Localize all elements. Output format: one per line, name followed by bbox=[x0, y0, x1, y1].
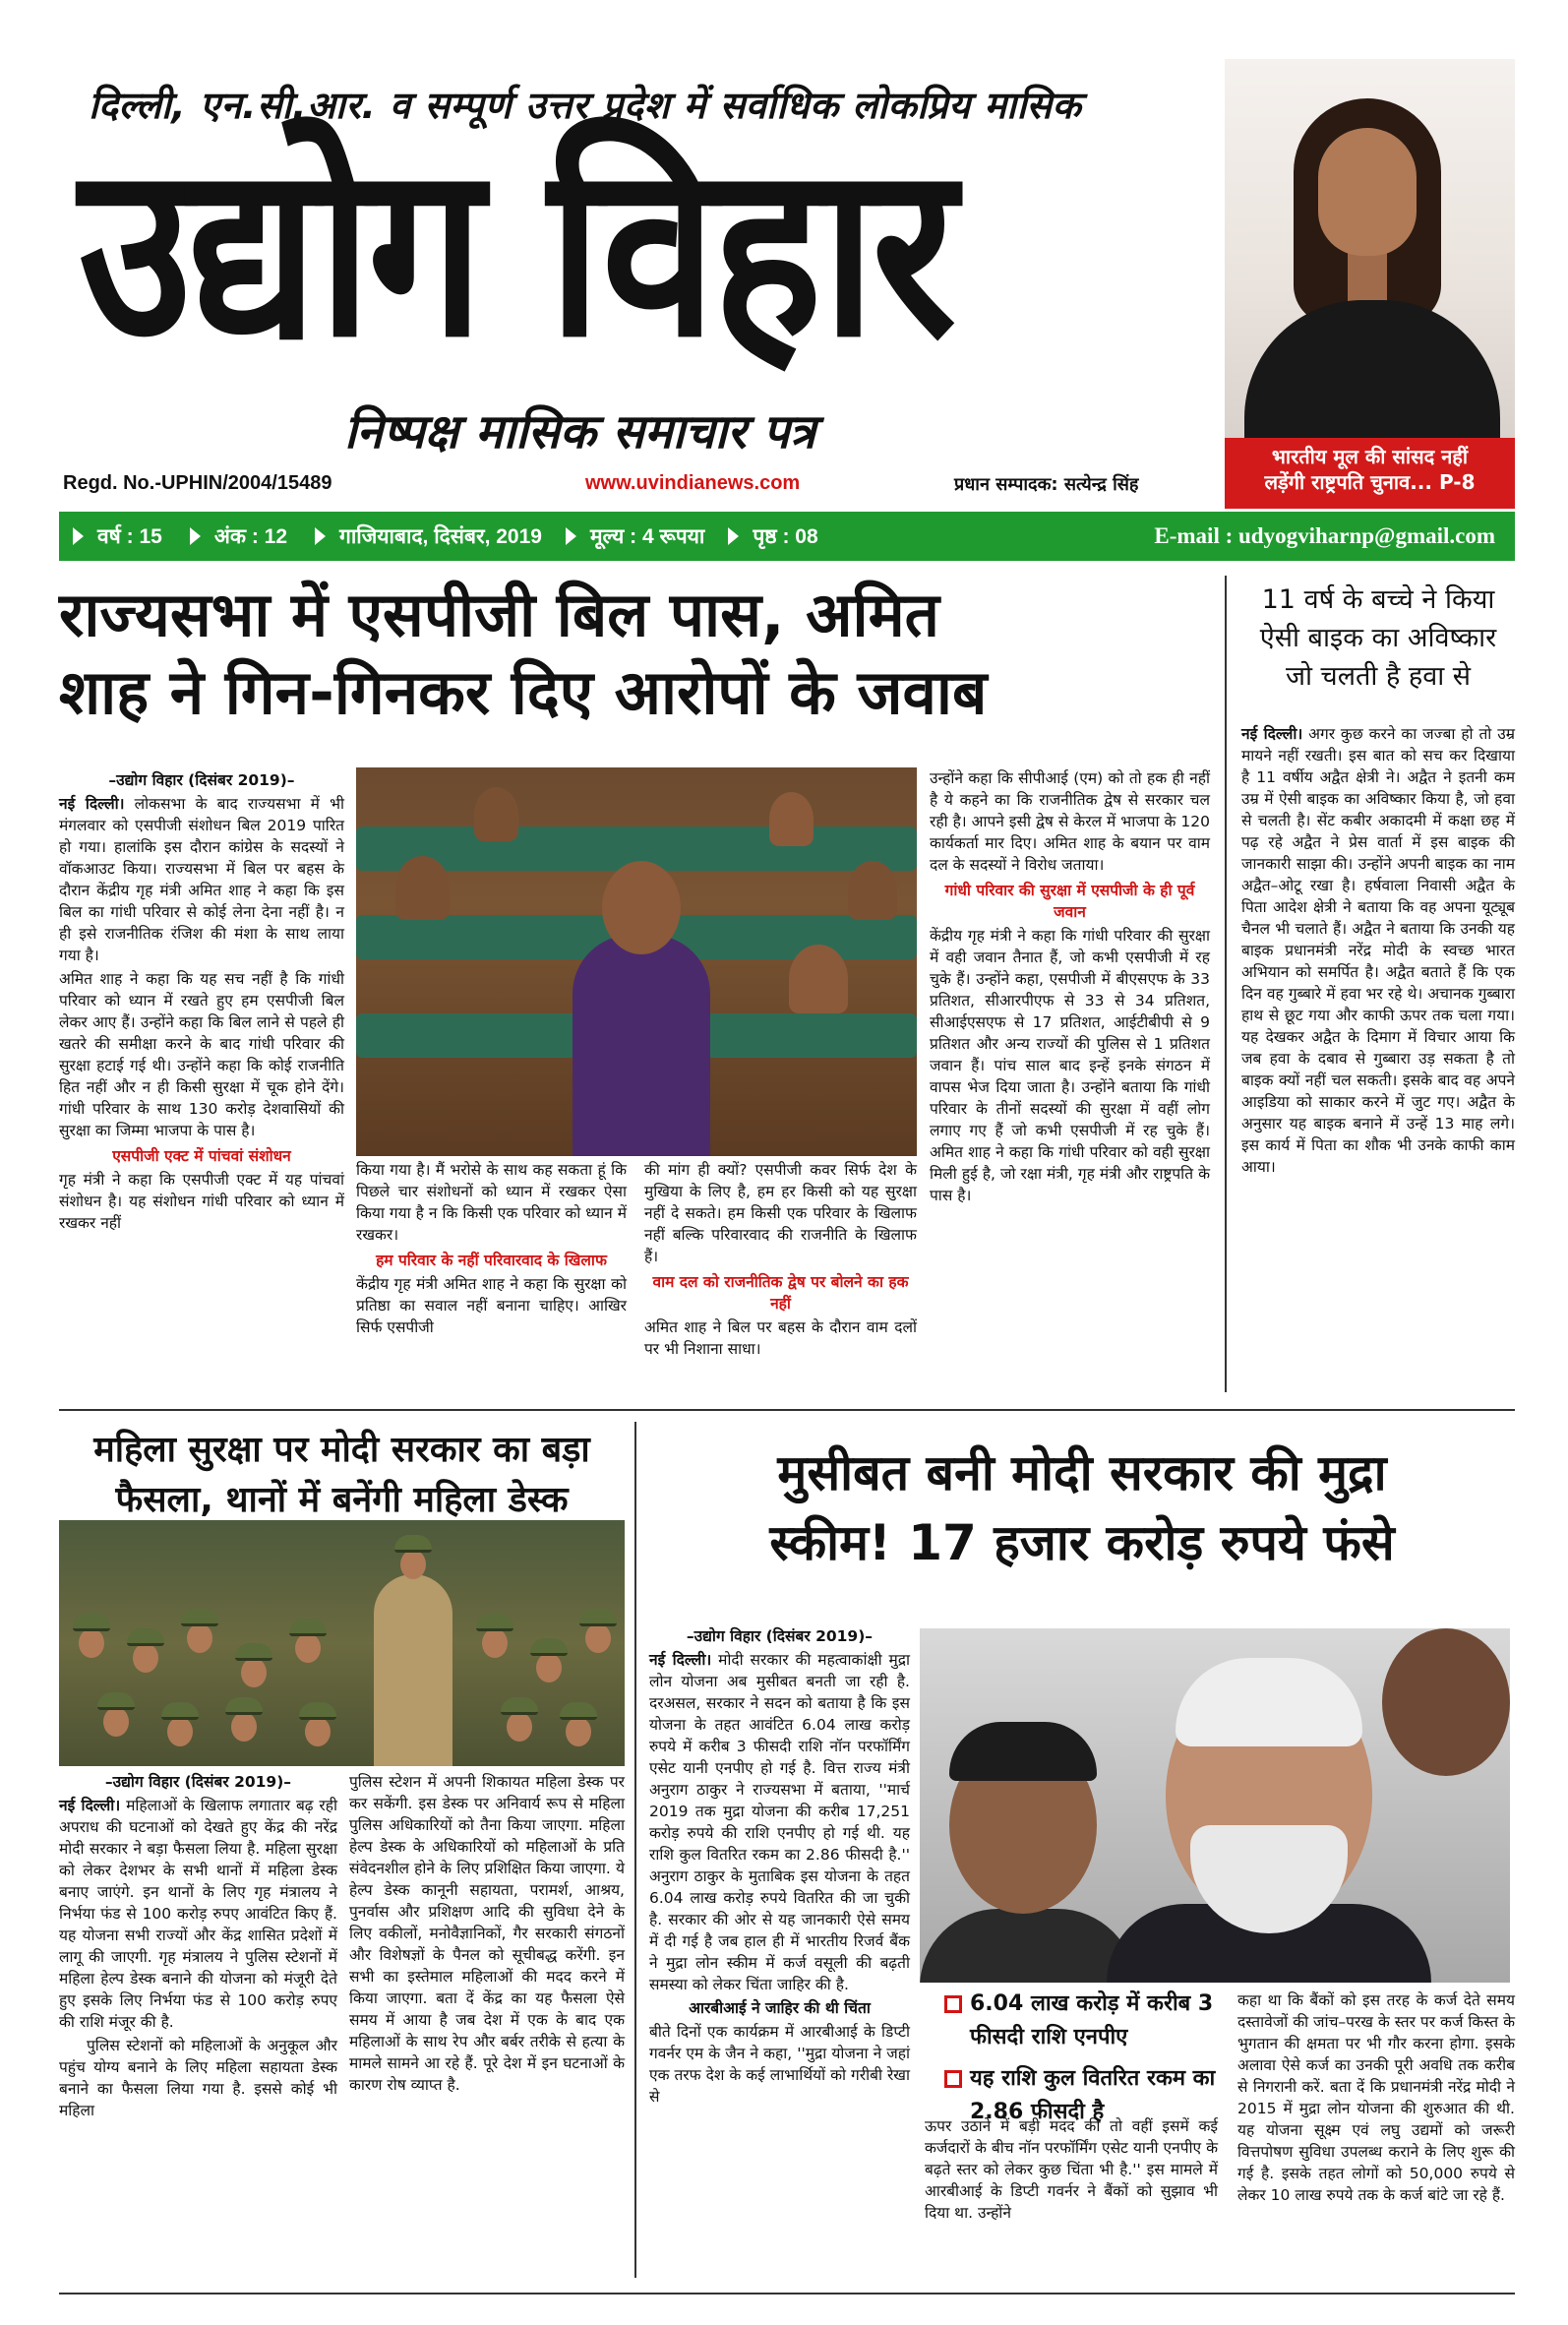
story2-column-2: पुलिस स्टेशन में अपनी शिकायत महिला डेस्क पर कर सकेंगी. इस डेस्क पर अनिवार्य रूप से महिला पुलिस अधिकारियों को तैना किया जाएगा. महिला हेल्प डेस्क के अधिकारियों को महिलाओं के प्रति संवेदनशील होने के लिए प्रशिक्षित किया जाएगा. ये हेल्प डेस्क कानूनी सहायता, परामर्श, आश्रय, पुनर्वास और प्रशिक्षण आदि की सुविधा देने के लिए वकीलों, मनोवैज्ञानिकों, गैर सरकारी संगठनों और विशेषज्ञों के पैनल को सूचीबद्ध करेंगी. इन सभी का इस्तेमाल महिलाओं की मदद करने में किया जाएगा. बता दें केंद्र का यह फैसला ऐसे समय में आया है जब देश में एक के बाद एक महिलाओं के साथ रेप और बर्बर तरीके से हत्या के मामले सामने आ रहे हैं. पूरे देश में इन घटनाओं के कारण रोष व्याप्त है. bbox=[349, 1773, 625, 2094]
story3-column-3: कहा था कि बैंकों को इस तरह के कर्ज देते समय दस्तावेजों की जांच–परख के स्तर पर कर्ज किस्त के भुगतान की क्षमता पर भी गौर करना होगा. इसके अलावा ऐसे कर्ज का उनकी पूरी अवधि तक करीब से निगरानी करें. बता दें कि प्रधानमंत्री नरेंद्र मोदी ने 2015 में मुद्रा लोन योजना की शुरुआत की थी. यह योजना सूक्ष्म एवं लघु उद्यमों को जरूरी वित्तपोषण सुविधा उपलब्ध कराने के लिए शुरू की गई है. इसके तहत लोगों को 50,000 रुपये से लेकर 10 लाख रुपये तक के कर्ज बांटे जा रहे हैं. bbox=[1237, 1991, 1515, 2204]
issue-year: वर्ष : 15 bbox=[73, 522, 162, 550]
checkbox-icon bbox=[944, 2070, 962, 2088]
politician-photo bbox=[1225, 59, 1515, 438]
contact-email[interactable]: E-mail : udyogviharnp@gmail.com bbox=[1154, 523, 1495, 548]
masthead-tagline: दिल्ली, एन.सी.आर. व सम्पूर्ण उत्तर प्रदेश में सर्वाधिक लोकप्रिय मासिक bbox=[89, 84, 1082, 127]
issue-number: अंक : 12 bbox=[190, 522, 287, 550]
checkbox-icon bbox=[944, 1995, 962, 2013]
arrow-icon bbox=[728, 527, 739, 545]
story1-column-4: उन्होंने कहा कि सीपीआई (एम) को तो हक ही नहीं है ये कहने का कि राजनीतिक द्वेष से सरकार चल रही है। आपने इसी द्वेष से केरल में भाजपा के 120 कार्यकर्ता मार दिए। अमित शाह के बयान पर वाम दल के सदस्यों ने विरोध जताया। गांधी परिवार की सुरक्षा में एसपीजी के ही पूर्व जवान केंद्रीय गृह मंत्री ने कहा कि गांधी परिवार की सुरक्षा में वही जवान तैनात हैं, जो कभी एसपीजी में रह चुके हैं। उन्होंने कहा, एसपीजी में बीएसएफ के 33 प्रतिशत, सीआरपीएफ से 33 से 34 प्रतिशत, सीआईएसएफ से 17 प्रतिशत, आईटीबीपी से 9 प्रतिशत और अन्य राज्यों की पुलिस से 1 प्रतिशत जवान हैं। पांच साल बाद इन्हें इनके संगठन में वापस भेज दिया जाता है। उन्होंने बताया कि गांधी परिवार के तीनों सदस्यों की सुरक्षा में वहीं लोग लगाए गए हैं जो कभी एसपीजी में रह चुके हैं। अमित शाह ने कहा कि गांधी परिवार को वही सुरक्षा मिली हुई है, जो रक्षा मंत्री, गृह मंत्री और राष्ट्रपति के पास है। bbox=[930, 769, 1210, 1204]
modi-photo bbox=[920, 1628, 1510, 1983]
issue-place-date: गाजियाबाद, दिसंबर, 2019 bbox=[315, 522, 542, 550]
arrow-icon bbox=[73, 527, 84, 545]
page-bottom-rule bbox=[59, 2293, 1515, 2294]
story2-headline[interactable]: महिला सुरक्षा पर मोदी सरकार का बड़ा फैसला, थानों में बनेंगी महिला डेस्क bbox=[93, 1430, 590, 1521]
newspaper-subtitle: निष्पक्ष मासिक समाचार पत्र bbox=[344, 404, 816, 459]
newspaper-title: उद्योग विहार bbox=[79, 112, 953, 391]
story3-column-2: ऊपर उठाने में बड़ी मदद की तो वहीं इसमें कई कर्जदारों के बीच नॉन परफॉर्मिंग एसेट यानी एनपीए के बढ़ते स्तर को लेकर कुछ चिंता भी है.'' इस मामले में आरबीआई के डिप्टी गवर्नर ने बैंकों को सुझाव भी दिया था. उन्होंने bbox=[925, 2117, 1218, 2222]
story3-column-1: –उद्योग विहार (दिसंबर 2019)– नई दिल्ली। मोदी सरकार की महत्वाकांक्षी मुद्रा लोन योजना अब मुसीबत बनती जा रही है. दरअसल, सरकार ने सदन को बताया है कि इस योजना के तहत आवंटित 6.04 लाख करोड़ रुपये में करीब 3 फीसदी राशि नॉन परफॉर्मिंग एसेट यानी एनपीए हो गई है. वित्त राज्य मंत्री अनुराग ठाकुर ने राज्यसभा में बताया, ''मार्च 2019 तक मुद्रा योजना की करीब 17,251 करोड़ रुपये की राशि एनपीए हो गई थी. यह राशि कुल वितरित रकम का 2.86 फीसदी है.'' अनुराग ठाकुर के मुताबिक इस योजना के तहत 6.04 लाख करोड़ रुपये वितरित की जा चुकी है. सरकार की ओर से यह जानकारी ऐसे समय में दी गई है जब हाल ही में भारतीय रिजर्व बैंक ने मुद्रा लोन स्कीम में कर्ज वसूली की बढ़ती समस्या को लेकर चिंता जाहिर की है. आरबीआई ने जाहिर की थी चिंता बीते दिनों एक कार्यक्रम में आरबीआई के डिप्टी गवर्नर एम के जैन ने कहा, ''मुद्रा योजना ने जहां एक तरफ देश के कई लाभार्थियों को गरीबी रेखा से bbox=[649, 1627, 910, 2106]
story1-column-3: की मांग ही क्यों? एसपीजी कवर सिर्फ देश के मुखिया के लिए है, हम हर किसी को यह सुरक्षा नहीं दे सकते। हम किसी एक परिवार के खिलाफ नहीं बल्कि परिवारवाद की राजनीति के खिलाफ हैं। वाम दल को राजनीतिक द्वेष पर बोलने का हक नहीं अमित शाह ने बिल पर बहस के दौरान वाम दलों पर भी निशाना साधा। bbox=[644, 1161, 917, 1358]
story1-column-2: किया गया है। मैं भरोसे के साथ कह सकता हूं कि पिछले चार संशोधनों को ध्यान में रखकर ऐसा किया गया है न कि किसी एक परिवार को ध्यान में रखकर। हम परिवार के नहीं परिवारवाद के खिलाफ केंद्रीय गृह मंत्री अमित शाह ने कहा कि सुरक्षा को प्रतिष्ठा का सवाल नहीं बनाना चाहिए। आखिर सिर्फ एसपीजी bbox=[356, 1161, 627, 1336]
story3-headline[interactable]: मुसीबत बनी मोदी सरकार की मुद्रा स्कीम! 17 हजार करोड़ रुपये फंसे bbox=[769, 1444, 1395, 1571]
story2-column-1: –उद्योग विहार (दिसंबर 2019)– नई दिल्ली। महिलाओं के खिलाफ लगातार बढ़ रही अपराध की घटनाओं को देखते हुए केंद्र की नरेंद्र मोदी सरकार ने बड़ा फैसला लिया है. महिला सुरक्षा को लेकर देशभर के सभी थानों में महिला डेस्क बनाए जाएंगे. इन थानों के लिए गृह मंत्रालय ने निर्भया फंड से 100 करोड़ रुपए आवंटित किए हैं. यह योजना सभी राज्यों और केंद्र शासित प्रदेशों में लागू की जाएगी. गृह मंत्रालय ने पुलिस स्टेशनों में महिला हेल्प डेस्क बनाने की योजना को मंजूरी देते हुए इसके लिए निर्भया फंड से 100 करोड़ रुपए की राशि मंजूर की है. पुलिस स्टेशनों को महिलाओं के अनुकूल और पहुंच योग्य बनाने के लिए महिला सहायता डेस्क बनाने का फैसला लिया गया है. इससे कोई भी महिला bbox=[59, 1773, 337, 2119]
highlight-item: 6.04 लाख करोड़ में करीब 3 फीसदी राशि एनपीए bbox=[944, 1988, 1230, 2054]
column-divider bbox=[1225, 576, 1227, 1392]
issue-pages: पृष्ठ : 08 bbox=[728, 522, 817, 550]
highlight-item: यह राशि कुल वितरित रकम का 2.86 फीसदी है bbox=[944, 2062, 1230, 2129]
sidebar-headline[interactable]: 11 वर्ष के बच्चे ने किया ऐसी बाइक का अविष्कार जो चलती है हवा से bbox=[1259, 584, 1497, 693]
section-divider bbox=[59, 1409, 1515, 1411]
website-link[interactable]: www.uvindianews.com bbox=[585, 472, 801, 494]
column-divider bbox=[634, 1422, 636, 2278]
sidebar-body: नई दिल्ली। अगर कुछ करने का जज्बा हो तो उम्र मायने नहीं रखती। इस बात को सच कर दिखाया है 11 वर्षीय अद्वैत क्षेत्री ने। अद्वैत ने इतनी कम उम्र में ऐसी बाइक का अविष्कार किया है, जो हवा से चलती है। सेंट कबीर अकादमी में कक्षा छह में पढ़ रहे अद्वैत ने प्रेस वार्ता में इस बाइक की जानकारी साझा की। उन्होंने अपनी बाइक का नाम अद्वैत–ओटू रखा है। हर्षवाला निवासी अद्वैत के पिता आदेश क्षेत्री ने बताया कि वह अपना यूट्यूब चैनल भी चलाते हैं। अद्वैत ने बताया कि उनकी यह बाइक प्रधानमंत्री नरेंद्र मोदी के स्वच्छ भारत अभियान को समर्पित है। अद्वैत बताते हैं कि एक दिन वह गुब्बारे में हवा भर रहे थे। अचानक गुब्बारा हाथ से छूट गया और काफी ऊपर तक चला गया। यह देखकर अद्वैत के दिमाग में विचार आया कि जब हवा के दबाव से गुब्बारा उड़ सकता है तो बाइक क्यों नहीं चल सकती। इसके बाद वह अपने आइडिया को साकार करने में जुट गए। अद्वैत के अनुसार यह बाइक बनाने में उन्हें 13 माह लगे। इस कार्य में पिता का शौक भी उनके काफी काम आया। bbox=[1241, 725, 1515, 1176]
story1-column-1: –उद्योग विहार (दिसंबर 2019)– नई दिल्ली। लोकसभा के बाद राज्यसभा में भी मंगलवार को एसपीजी संशोधन बिल 2019 पारित हो गया। हालांकि इस दौरान कांग्रेस के सदस्यों ने वॉकआउट किया। राज्यसभा में बिल पर बहस के दौरान केंद्रीय गृह मंत्री अमित शाह ने कहा कि इस बिल का गांधी परिवार से कोई लेना देना नहीं है। न ही इसे राजनीतिक रंजिश की मंशा के साथ लाया गया है। अमित शाह ने कहा कि यह सच नहीं है कि गांधी परिवार को ध्यान में रखते हुए हम एसपीजी बिल लेकर आए हैं। उन्होंने कहा कि बिल लाने से पहले ही खतरे की समीक्षा करने के बाद गांधी परिवार की सुरक्षा हटाई गई थी। उन्होंने कहा कि कोई राजनीति हित नहीं और न ही किसी सुरक्षा में चूक होने देंगे। गांधी परिवार के साथ 130 करोड़ देशवासियों की सुरक्षा का जिम्मा भाजपा के पास है। एसपीजी एक्ट में पांचवां संशोधन गृह मंत्री ने कहा कि एसपीजी एक्ट में यह पांचवां संशोधन है। यह संशोधन गांधी परिवार को ध्यान में रखकर नहीं bbox=[59, 771, 344, 1232]
story1-headline[interactable]: राज्यसभा में एसपीजी बिल पास, अमित शाह ने गिन-गिनकर दिए आरोपों के जवाब bbox=[59, 579, 988, 729]
women-police-photo bbox=[59, 1520, 625, 1766]
issue-info-bar bbox=[59, 512, 1515, 561]
photo-caption-line2: लड़ेंगी राष्ट्रपति चुनाव... P-8 bbox=[1264, 470, 1476, 494]
issue-price: मूल्य : 4 रूपया bbox=[566, 522, 704, 550]
chief-editor: प्रधान सम्पादक: सत्येन्द्र सिंह bbox=[954, 474, 1139, 495]
registration-number: Regd. No.-UPHIN/2004/15489 bbox=[63, 472, 332, 494]
arrow-icon bbox=[566, 527, 576, 545]
photo-caption-line1: भारतीय मूल की सांसद नहीं bbox=[1271, 445, 1469, 468]
arrow-icon bbox=[190, 527, 201, 545]
photo-caption[interactable] bbox=[1225, 438, 1515, 509]
arrow-icon bbox=[315, 527, 326, 545]
masthead bbox=[59, 59, 1515, 507]
parliament-photo bbox=[356, 767, 917, 1156]
